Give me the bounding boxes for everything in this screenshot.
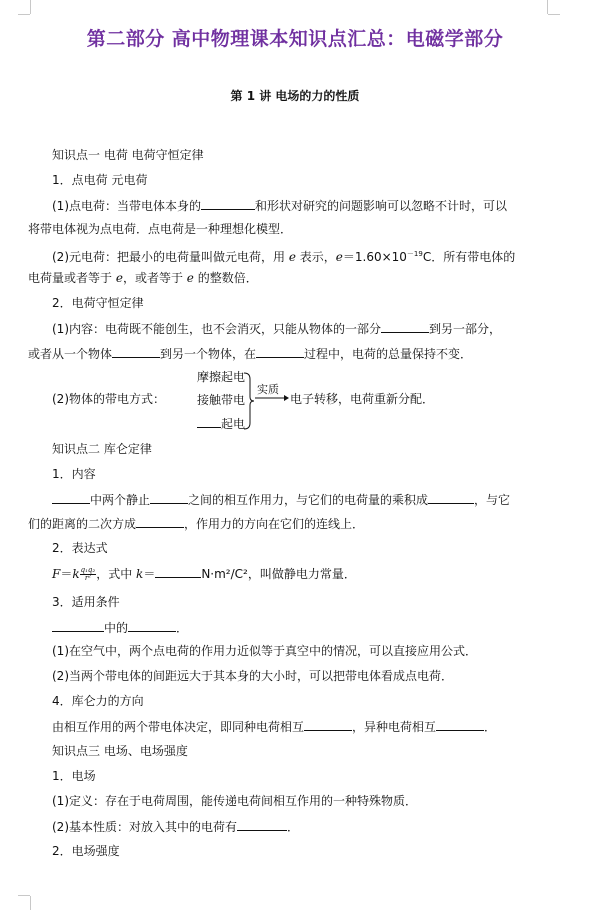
fill-blank[interactable] [428,491,474,504]
section-heading: 2．电荷守恒定律 [52,296,144,310]
fill-blank[interactable] [304,718,352,731]
fill-blank[interactable] [128,619,176,632]
paragraph-line: (1)点电荷：当带电体本身的 和形状对研究的问题影响可以忽略不计时，可以 [52,199,508,213]
fill-blank[interactable] [436,718,484,731]
paragraph-line: (1)定义：存在于电荷周围，能传递电荷间相互作用的一种特殊物质． [52,794,418,808]
paragraph-line: (2)元电荷：把最小的电荷量叫做元电荷，用 e 表示，$e=1.60\times 10^{-19}C$．所有带电体的 [52,250,516,264]
document-title: 第二部分 高中物理课本知识点汇总：电磁学部分 [86,28,504,50]
knowledge-point-heading: 知识点一 电荷 电荷守恒定律 [52,148,204,162]
paragraph-line: (2)当两个带电体的间距远大于其本身的大小时，可以把带电体看成点电荷． [52,669,454,683]
section-heading: 2．表达式 [52,541,108,555]
paragraph-line: 中两个静止 之间的相互作用力，与它们的电荷量的乘积成 ，与它 [52,491,510,508]
fill-blank[interactable] [136,515,184,528]
paragraph-line: (1)在空气中，两个点电荷的作用力近似等于真空中的情况，可以直接应用公式． [52,644,478,658]
knowledge-point-heading: 知识点三 电场、电场强度 [52,744,188,758]
paragraph-line: 中的 ． [52,619,188,636]
section-heading: 4．库仑力的方向 [52,694,144,708]
formula-line: F＝k $\frac{\text{q₁q₂}}{\text{r²}}$ ，式中 k＝ N·m²/C²，叫做静电力常量． [52,566,356,582]
paragraph-line: (2)基本性质：对放入其中的电荷有 ． [52,820,300,834]
section-heading: 2．电场强度 [52,844,120,858]
section-heading: 1．电场 [52,769,96,783]
paragraph-line: (1)内容：电荷既不能创生，也不会消灭，只能从物体的一部分 到另一部分， [52,322,502,336]
arrow-head-icon [284,395,289,401]
lecture-heading: 第 1 讲 电场的力的性质 [230,89,360,103]
fill-blank[interactable] [52,491,90,504]
section-heading: 3．适用条件 [52,595,120,609]
charging-method-contact: 接触带电 [197,393,246,407]
fill-blank[interactable] [155,565,201,578]
section-heading: 1．内容 [52,467,96,481]
diagram-result: 电子转移，电荷重新分配． [290,392,435,406]
paragraph-line: 电荷量或者等于 e，或者等于 e 的整数倍． [28,271,258,285]
brace [244,373,254,429]
section-heading: 1．点电荷 元电荷 [52,173,148,187]
charging-method-friction: 摩擦起电 [197,370,246,384]
paragraph-line: 将带电体视为点电荷．点电荷是一种理想化模型． [28,222,293,236]
paragraph-line: (2)物体的带电方式： [52,392,165,406]
fill-blank[interactable] [150,491,188,504]
knowledge-point-heading: 知识点二 库仑定律 [52,442,152,456]
paragraph-line: 们的距离的二次方成 ，作用力的方向在它们的连线上． [28,517,365,531]
fill-blank[interactable] [237,818,287,831]
paragraph-line: 由相互作用的两个带电体决定，即同种电荷相互 ，异种电荷相互 ． [52,720,497,734]
fill-blank[interactable] [52,619,104,632]
paragraph-line: 或者从一个物体 到另一个物体，在 过程中，电荷的总量保持不变． [28,347,473,361]
fraction: $\frac{\text{q₁q₂}}{\text{r²}}$ [80,566,96,582]
diagram-essence-label: 实质 [257,383,279,396]
charging-method-induction: 起电 [197,415,245,432]
